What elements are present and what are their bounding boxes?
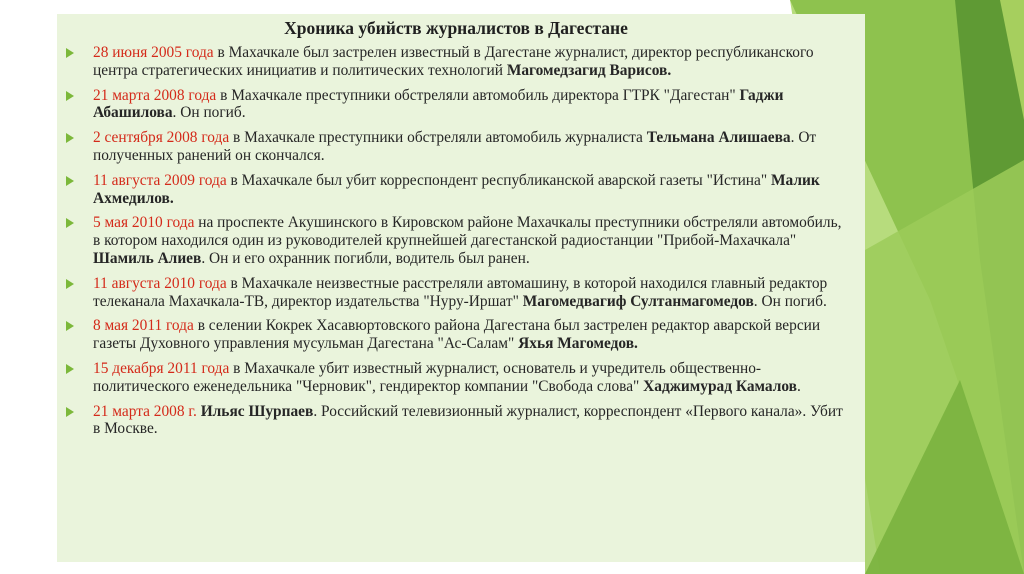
list-item (63, 44, 849, 80)
triangle-right-icon (66, 364, 74, 374)
slide-title: Хроника убийств журналистов в Дагестане (284, 18, 628, 38)
event-date: 15 декабря 2011 года (93, 359, 230, 377)
event-date: 11 августа 2009 года (93, 171, 227, 189)
triangle-right-icon (66, 407, 74, 417)
journalist-name: Хаджимурад Камалов (643, 377, 797, 395)
event-text-tail: . Он и его охранник погибли, водитель был ранен. (201, 249, 530, 267)
journalist-name: Шамиль Алиев (93, 249, 202, 267)
event-text: в селении Кокрек Хасавюртовского района Дагестана был застрелен редактор аварской версии газеты Духовного управления мусульман Дагестана "Ас-Салам" (93, 317, 821, 353)
chronicle-list (63, 44, 849, 438)
list-item (63, 214, 849, 267)
journalist-name: Ильяс Шурпаев (200, 402, 314, 420)
event-text-tail: . (796, 377, 801, 395)
event-text: на проспекте Акушинского в Кировском районе Махачкалы преступники обстреляли автомобиль, в котором находился один из руководителей крупнейшей дагестанской радиостанции "Прибой-Махачкала" (93, 214, 842, 250)
event-text-tail: . Российский телевизионный журналист, корреспондент «Первого канала». Убит в Москве. (93, 402, 843, 438)
event-date: 21 марта 2008 года (93, 86, 217, 104)
event-text: в Махачкале убит известный журналист, основатель и учредитель общественно-политического еженедельника "Черновик", гендиректор компании "Свобода слова" (93, 359, 762, 395)
journalist-name: Тельмана Алишаева (646, 129, 791, 147)
triangle-right-icon (66, 176, 74, 186)
list-item (63, 317, 849, 353)
event-text-tail: . Он погиб. (172, 104, 246, 122)
journalist-name: Малик Ахмедилов. (93, 171, 820, 207)
event-date: 8 мая 2011 года (93, 317, 194, 335)
journalist-name: Гаджи Абашилова (93, 86, 784, 122)
triangle-right-icon (66, 279, 74, 289)
event-text: в Махачкале неизвестные расстреляли автомашину, в которой находился главный редактор телеканала Махачкала-ТВ, директор издательства "Нуру-Иршат" (93, 274, 828, 310)
list-item (63, 360, 849, 396)
list-item (63, 87, 849, 123)
event-text-tail: . Он погиб. (753, 292, 827, 310)
triangle-right-icon (66, 133, 74, 143)
journalist-name: Яхья Магомедов. (518, 335, 638, 353)
event-text: в Махачкале преступники обстреляли автомобиль журналиста (229, 129, 647, 147)
event-text-tail: . От полученных ранений он скончался. (93, 129, 817, 164)
event-date: 28 июня 2005 года (93, 44, 214, 61)
list-item (63, 129, 849, 165)
triangle-right-icon (66, 321, 74, 331)
event-date: 5 мая 2010 года (93, 214, 195, 232)
journalist-name: Магомедзагид Варисов. (506, 61, 672, 79)
triangle-right-icon (66, 218, 74, 228)
triangle-right-icon (66, 91, 74, 101)
list-item (63, 172, 849, 208)
event-text: в Махачкале преступники обстреляли автомобиль директора ГТРК "Дагестан" (216, 86, 740, 104)
triangle-right-icon (66, 48, 74, 58)
event-date: 21 марта 2008 г. (93, 402, 197, 420)
event-text: в Махачкале был убит корреспондент республиканской аварской газеты "Истина" (226, 171, 772, 189)
content-panel (57, 14, 865, 562)
event-text: в Махачкале был застрелен известный в Дагестане журналист, директор республиканского центра стратегических инициатив и политических технологий (93, 44, 814, 79)
event-date: 11 августа 2010 года (93, 274, 227, 292)
event-date: 2 сентября 2008 года (93, 129, 230, 147)
list-item (63, 275, 849, 311)
list-item (63, 403, 849, 439)
journalist-name: Магомедвагиф Султанмагомедов (522, 292, 754, 310)
